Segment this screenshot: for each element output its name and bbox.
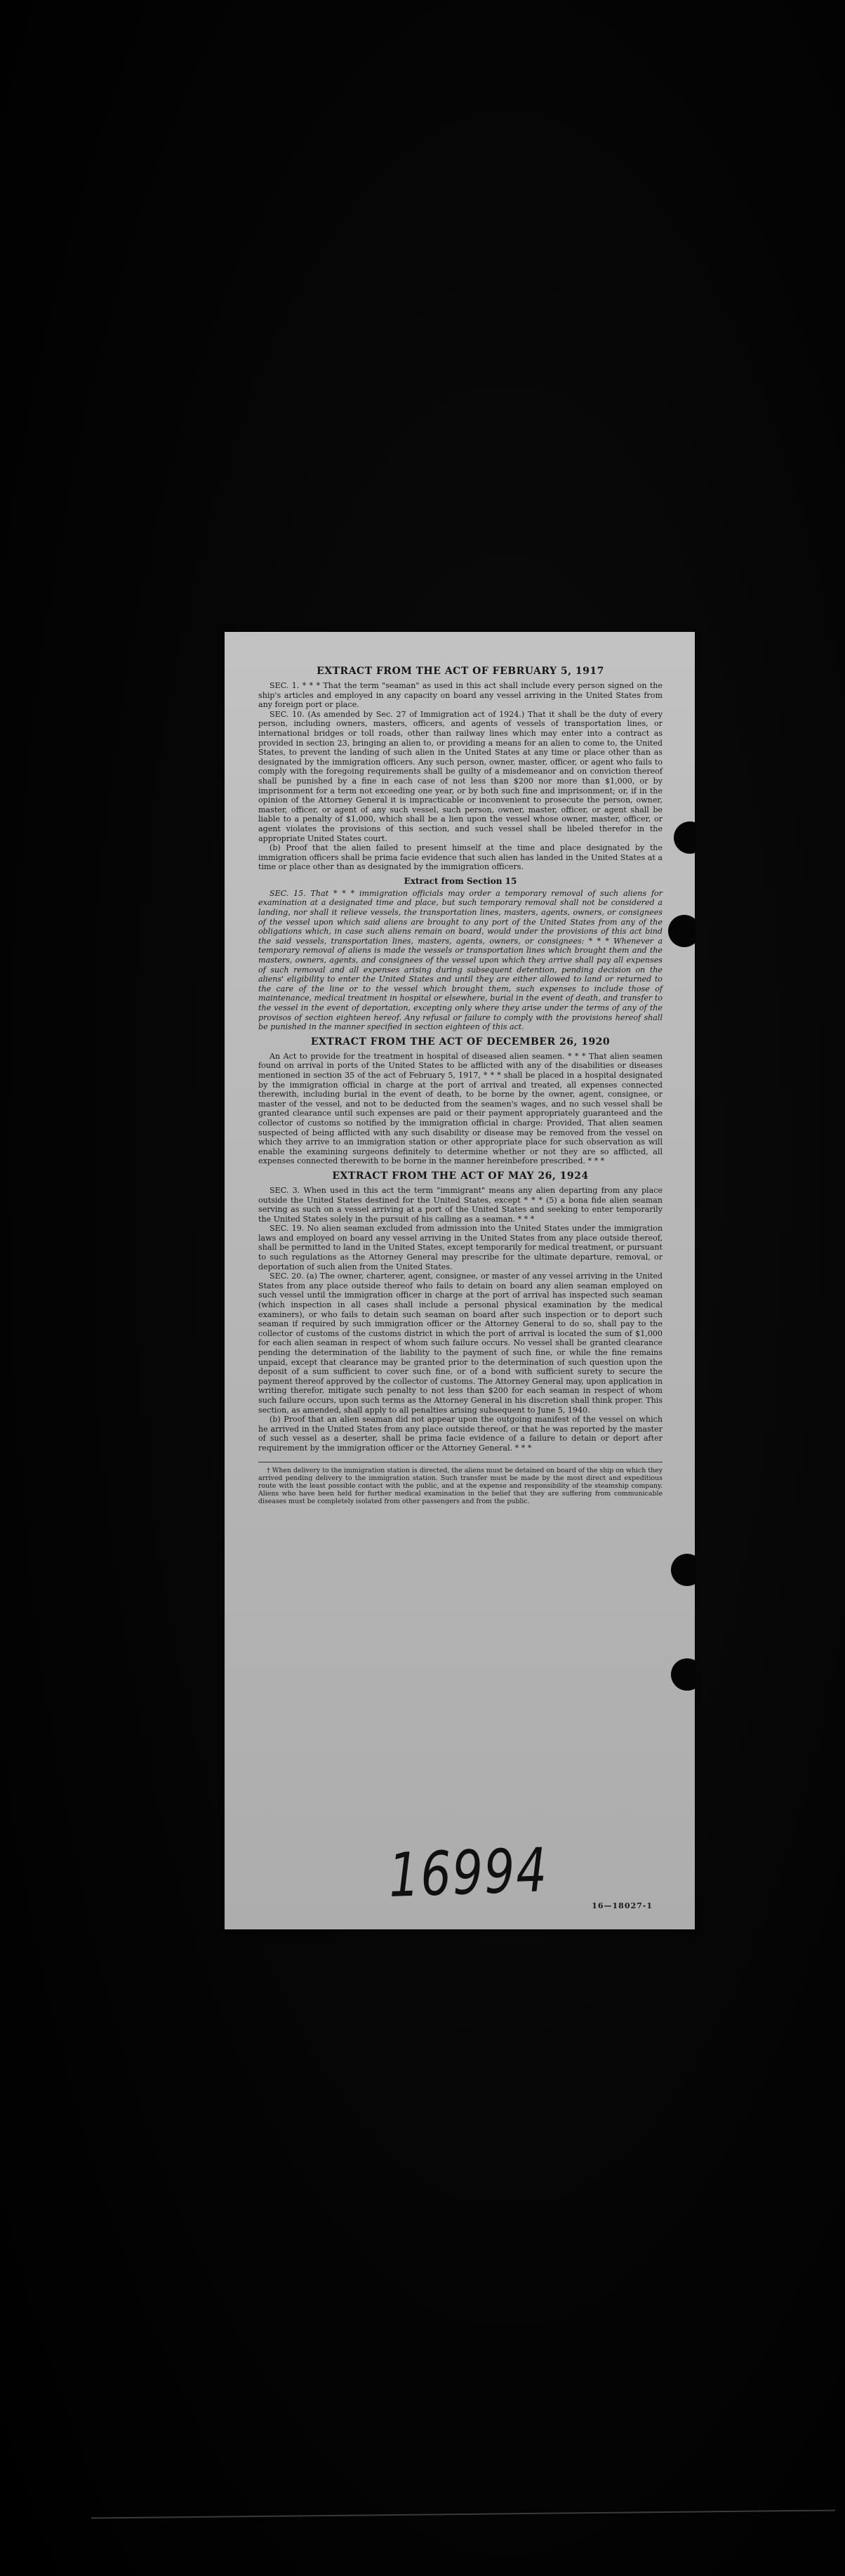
document-page — [225, 632, 695, 1929]
section-paragraph: An Act to provide for the treatment in hospital of diseased alien seamen. * * * That alien seamen found on arrival in ports of the United States to be afflicted with any of the disabilities or diseases mentioned in section 35 of the act of February 5, 1917, * * * shall be placed in a hospital designated by the immigration official in charge at the port of arrival and treated, all expenses connected therewith, including burial in the event of death, to be borne by the owner, agent, consignee, or master of the vessel, and not to be deducted from the seamen's wages, and no such vessel shall be granted clearance until such expenses are paid or their payment appropriately guaranteed and the collector of customs so notified by the immigration official in charge: Provided, That alien seamen suspected of being afflicted with any such disability or disease may be removed from the vessel on which they arrive to an immigration station or other appropriate place for such observation as will enable the examining surgeons definitely to determine whether or not they are so afflicted, all expenses connected therewith to be borne in the manner hereinbefore prescribed. * * * — [258, 1051, 663, 1166]
punch-hole — [668, 915, 695, 947]
handwritten-number: 16994 — [387, 1835, 550, 1911]
section-paragraph: SEC. 3. When used in this act the term "immigrant" means any alien departing from any place outside the United States destined for the United States, except * * * (5) a bona fide alien seaman serving as such on a vessel arriving at a port of the United States and seeking to enter temporarily the United States solely in the pursuit of his calling as a seaman. * * * — [258, 1185, 663, 1224]
section-paragraph: SEC. 19. No alien seaman excluded from admission into the United States under the immigration laws and employed on board any vessel arriving in the United States from any place outside thereof, shall be permitted to land in the United States, except temporarily for medical treatment, or pursuant to such regulations as the Attorney General may prescribe for the ultimate departure, removal, or deportation of such alien from the United States. — [258, 1224, 663, 1272]
section-paragraph: SEC. 1. * * * That the term "seaman" as used in this act shall include every person signed on the ship's articles and employed in any capacity on board any vessel arriving in the United States from any foreign port or place. — [258, 681, 663, 710]
section-paragraph: (b) Proof that an alien seaman did not appear upon the outgoing manifest of the vessel on which he arrived in the United States from any place outside thereof, or that he was reported by the master of such vessel as a deserter, shall be prima facie evidence of a failure to detain or deport after requirement by the immigration officer or the Attorney General. * * * — [258, 1415, 663, 1453]
section-paragraph: (b) Proof that the alien failed to present himself at the time and place designated by the immigration officers shall be prima facie evidence that such alien has landed in the United States at a time or place other than as designated by the immigration officers. — [258, 843, 663, 872]
punch-hole — [671, 1658, 695, 1691]
section-heading: EXTRACT FROM THE ACT OF FEBRUARY 5, 1917 — [317, 666, 604, 677]
section-heading: EXTRACT FROM THE ACT OF MAY 26, 1924 — [332, 1170, 589, 1182]
punch-hole — [671, 1554, 695, 1586]
section-paragraph: SEC. 15. That * * * immigration officials may order a temporary removal of such aliens for examination at a designated time and place, but such temporary removal shall not be considered a landing, nor shall it relieve vessels, the transportation lines, masters, agents, owners, or consignees of the vessel upon which said aliens are brought to any port of the United States from any of the obligations which, in case such aliens remain on board, would under the provisions of this act bind the said vessels, transportation lines, masters, agents, owners, or consignees: * * * Whenever a temporary removal of aliens is made the vessels or transportation lines which brought them and the masters, owners, agents, and consignees of the vessel upon which they arrive shall pay all expenses of such removal and all expenses arising during subsequent detention, pending decision on the aliens' eligibility to enter the United States and until they are either allowed to land or returned to the care of the line or to the vessel which brought them, such expenses to include those of maintenance, medical treatment in hospital or elsewhere, burial in the event of death, and transfer to the vessel in the event of deportation, excepting only where they arise under the terms of any of the provisos of section eighteen hereof. Any refusal or failure to comply with the provisions hereof shall be punished in the manner specified in section eighteen of this act. — [258, 888, 663, 1032]
document-body — [258, 661, 663, 1506]
section-heading: EXTRACT FROM THE ACT OF DECEMBER 26, 1920 — [310, 1036, 611, 1048]
footnote: † When delivery to the immigration station is directed, the aliens must be detained on board of the ship on which they arrived pending delivery to the immigration station. Such transfer must be made by the most direct and expeditious route with the least possible contact with the public, and at the expense and responsibility of the steamship company. Aliens who have been held for further medical examination in the belief that they are suffering from communicable diseases must be completely isolated from other passengers and from the public. — [258, 1466, 663, 1506]
section-paragraph: SEC. 20. (a) The owner, charterer, agent, consignee, or master of any vessel arriving in the United States from any place outside thereof who fails to detain on board any alien seaman employed on such vessel until the immigration officer in charge at the port of arrival has inspected such seaman (which inspection in all cases shall include a personal physical examination by the medical examiners), or who fails to detain such seaman on board after such inspection or to deport such seaman if required by such immigration officer or the Attorney General to do so, shall pay to the collector of customs of the customs district in which the port of arrival is located the sum of $1,000 for each alien seaman in respect of whom such failure occurs. No vessel shall be granted clearance pending the determination of the liability to the payment of such fine, or while the fine remains unpaid, except that clearance may be granted prior to the determination of such question upon the deposit of a sum sufficient to cover such fine, or of a bond with sufficient surety to secure the payment thereof approved by the collector of customs. The Attorney General may, upon application in writing therefor, mitigate such penalty to not less than $200 for each seaman in respect of whom such failure occurs, upon such terms as the Attorney General in his discretion shall think proper. This section, as amended, shall apply to all penalties arising subsequent to June 5, 1940. — [258, 1272, 663, 1415]
form-number: 16—18027-1 — [592, 1901, 653, 1910]
section-subheading: Extract from Section 15 — [404, 876, 517, 886]
section-paragraph: SEC. 10. (As amended by Sec. 27 of Immigration act of 1924.) That it shall be the duty of every person, including owners, masters, officers, and agents of vessels of transportation lines, or international bridges or toll roads, other than railway lines which may enter into a contract as provided in section 23, bringing an alien to, or providing a means for an alien to come to, the United States, to prevent the landing of such alien in the United States at any time or place other than as designated by the immigration officers. Any such person, owner, master, officer, or agent who fails to comply with the foregoing requirements shall be guilty of a misdemeanor and on conviction thereof shall be punished by a fine in each case of not less than $200 nor more than $1,000, or by imprisonment for a term not exceeding one year, or by both such fine and imprisonment; or, if in the opinion of the Attorney General it is impracticable or inconvenient to prosecute the person, owner, master, officer, or agent of any such vessel, such person, owner, master, officer, or agent shall be liable to a penalty of $1,000, which shall be a lien upon the vessel whose owner, master, officer, or agent violates the provisions of this section, and such vessel shall be libeled therefor in the appropriate United States court. — [258, 709, 663, 843]
punch-hole — [674, 821, 695, 854]
